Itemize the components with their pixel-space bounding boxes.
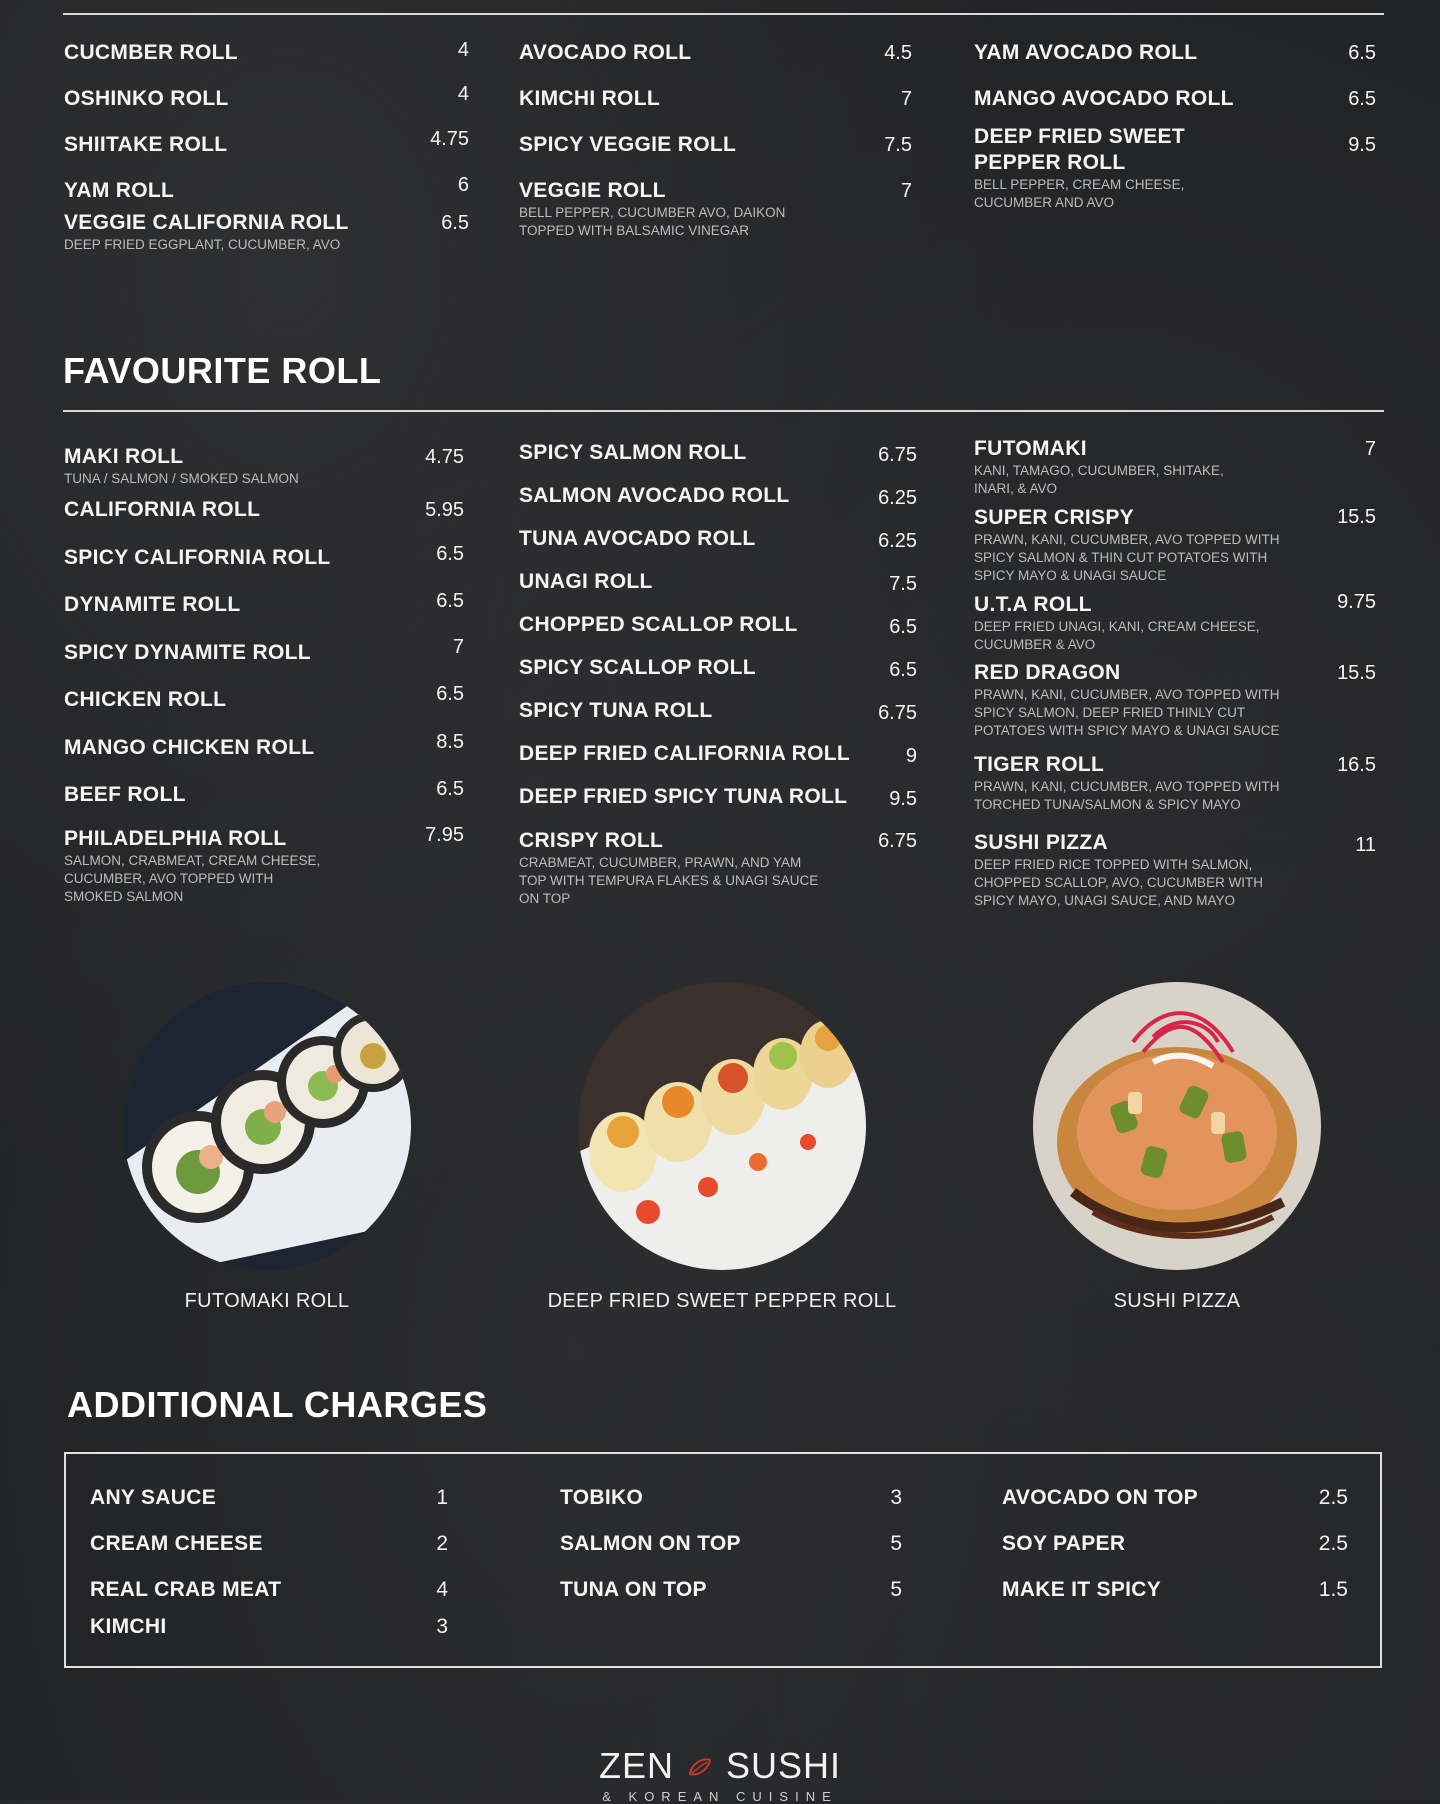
charge-price: 2 [436,1532,448,1555]
item-description: DEEP FRIED UNAGI, KANI, CREAM CHEESE, CUCUMBER & AVO [974,619,1260,652]
item-price: 8.5 [436,731,464,753]
charge-name: ANY SAUCE [90,1486,217,1509]
item-name: CALIFORNIA ROLL [64,498,261,521]
menu-item [519,40,912,66]
item-price: 15.5 [1337,506,1376,528]
item-price: 16.5 [1337,754,1376,776]
menu-item [64,592,464,618]
charge-price: 3 [436,1615,448,1638]
menu-item [64,731,464,761]
item-name: CUCMBER ROLL [64,41,238,64]
charge-price: 2.5 [1318,1532,1348,1555]
menu-item [974,124,1376,212]
charge-name: AVOCADO ON TOP [1002,1486,1198,1509]
item-name: SPICY CALIFORNIA ROLL [64,546,331,569]
item-name: SHIITAKE ROLL [64,133,228,156]
top-divider [63,13,1384,15]
charge-name: REAL CRAB MEAT [90,1578,282,1601]
menu-item [64,40,469,66]
item-price: 7.5 [884,134,912,156]
menu-item [974,830,1376,910]
menu-item [519,569,917,595]
item-name: SPICY SCALLOP ROLL [519,656,756,679]
item-name: KIMCHI ROLL [519,87,660,110]
item-price: 6.5 [436,778,464,800]
item-price: 4 [457,39,469,61]
brand-logo [520,1745,920,1804]
charge-price: 1 [436,1486,448,1509]
item-name: VEGGIE CALIFORNIA ROLL [64,211,349,234]
futomaki-caption: FUTOMAKI ROLL [184,1290,350,1312]
menu-item [519,698,917,724]
item-description: DEEP FRIED EGGPLANT, CUCUMBER, AVO [64,237,341,252]
item-price: 15.5 [1337,662,1376,684]
item-price: 6.5 [436,590,464,612]
item-description: PRAWN, KANI, CUCUMBER, AVO TOPPED WITH SPICY SALMON & THIN CUT POTATOES WITH SPICY MAYO & UNAGI SAUCE [974,532,1280,583]
item-name: TIGER ROLL [974,753,1105,776]
item-price: 6.75 [878,444,917,466]
item-price: 6.5 [1348,42,1376,64]
favourite-divider [63,410,1384,412]
item-name: DEEP FRIED SWEET PEPPER ROLL [974,125,1185,174]
menu-item [64,83,469,112]
item-description: BELL PEPPER, CUCUMBER AVO, DAIKON TOPPED WITH BALSAMIC VINEGAR [519,205,786,238]
item-price: 6.75 [878,702,917,724]
menu-item [64,826,464,906]
item-price: 4.5 [884,42,912,64]
item-name: OSHINKO ROLL [64,87,229,110]
menu-item [64,683,464,713]
menu-item [519,132,912,158]
logo-wordmark [520,1745,920,1789]
charge-price: 2.5 [1318,1486,1348,1509]
item-price: 7.95 [425,824,464,846]
item-description: BELL PEPPER, CREAM CHEESE, CUCUMBER AND AVO [974,177,1185,210]
charge-name: KIMCHI [90,1615,167,1638]
charge-name: TOBIKO [560,1486,644,1509]
menu-item [64,444,464,488]
item-name: BEEF ROLL [64,783,186,806]
item-name: DEEP FRIED CALIFORNIA ROLL [519,742,850,765]
item-price: 6.5 [441,212,469,234]
item-price: 9.5 [1348,134,1376,156]
item-name: MANGO CHICKEN ROLL [64,736,315,759]
item-name: DEEP FRIED SPICY TUNA ROLL [519,785,848,808]
item-description: DEEP FRIED RICE TOPPED WITH SALMON, CHOPPED SCALLOP, AVO, CUCUMBER WITH SPICY MAYO, UNAGI SAUCE, AND MAYO [974,857,1264,908]
item-price: 9.5 [889,788,917,810]
charge-name: SOY PAPER [1002,1532,1126,1555]
additional-charges-title: ADDITIONAL CHARGES [67,1384,488,1425]
item-description: PRAWN, KANI, CUCUMBER, AVO TOPPED WITH SPICY SALMON, DEEP FRIED THINLY CUT POTATOES WITH SPICY MAYO & UNAGI SAUCE [974,687,1280,738]
logo-text-right: SUSHI [726,1745,842,1786]
item-price: 4.75 [430,128,469,150]
menu-item [64,128,469,158]
menu-item [519,483,917,509]
item-price: 5.95 [425,499,464,521]
menu-item [64,210,469,254]
item-name: YAM ROLL [64,179,175,202]
item-name: CRISPY ROLL [519,829,664,852]
item-price: 6 [457,174,469,196]
menu-item [974,40,1376,66]
item-name: TUNA AVOCADO ROLL [519,527,756,550]
item-name: SPICY TUNA ROLL [519,699,713,722]
favourite-roll-title: FAVOURITE ROLL [63,350,382,391]
menu-item [974,660,1376,740]
item-price: 6.5 [889,659,917,681]
charge-name: TUNA ON TOP [560,1578,707,1601]
item-name: MANGO AVOCADO ROLL [974,87,1234,110]
item-name: SUSHI PIZZA [974,831,1108,854]
logo-text-left: ZEN [598,1745,674,1786]
item-price: 6.5 [436,543,464,565]
item-price: 7 [900,180,912,202]
item-price: 11 [1355,834,1376,856]
charge-price: 1.5 [1318,1578,1348,1601]
item-price: 7.5 [889,573,917,595]
item-name: YAM AVOCADO ROLL [974,41,1198,64]
item-price: 6.5 [436,683,464,705]
item-description: KANI, TAMAGO, CUCUMBER, SHITAKE, INARI, & AVO [974,463,1224,496]
item-price: 6.75 [878,830,917,852]
menu-item [519,440,917,466]
item-name: SPICY DYNAMITE ROLL [64,641,311,664]
item-price: 4.75 [425,446,464,468]
item-name: UNAGI ROLL [519,570,653,593]
item-name: DYNAMITE ROLL [64,593,241,616]
item-name: MAKI ROLL [64,445,184,468]
item-name: SALMON AVOCADO ROLL [519,484,790,507]
item-name: PHILADELPHIA ROLL [64,827,287,850]
charge-name: CREAM CHEESE [90,1532,263,1555]
item-description: SALMON, CRABMEAT, CREAM CHEESE, CUCUMBER, AVO TOPPED WITH SMOKED SALMON [64,853,321,904]
item-price: 9 [905,745,917,767]
item-price: 6.5 [889,616,917,638]
menu-item [519,86,912,112]
item-price: 9.75 [1337,591,1376,613]
item-name: VEGGIE ROLL [519,179,666,202]
item-description: PRAWN, KANI, CUCUMBER, AVO TOPPED WITH TORCHED TUNA/SALMON & SPICY MAYO [974,779,1280,812]
menu-item [519,612,917,638]
item-description: TUNA / SALMON / SMOKED SALMON [64,471,299,486]
item-price: 4 [457,83,469,105]
menu-item [519,526,917,552]
additional-charges-box [64,1452,1382,1668]
menu-item [519,741,917,767]
menu-item [64,545,464,571]
menu-item [519,784,917,810]
menu-item [974,86,1376,112]
futomaki-photo [123,982,411,1270]
sushi-pizza-photo [1033,982,1321,1270]
charge-price: 3 [890,1486,902,1509]
menu-item [64,497,464,523]
item-price: 6.25 [878,530,917,552]
sweet-pepper-roll-caption: DEEP FRIED SWEET PEPPER ROLL [547,1290,897,1312]
item-price: 6.25 [878,487,917,509]
leaf-icon [685,1747,715,1789]
menu-item [64,778,464,808]
item-price: 7 [1364,438,1376,460]
item-name: FUTOMAKI [974,437,1087,460]
item-name: AVOCADO ROLL [519,41,692,64]
item-price: 6.5 [1348,88,1376,110]
item-price: 7 [452,636,464,658]
item-name: CHICKEN ROLL [64,688,227,711]
item-name: U.T.A ROLL [974,593,1092,616]
menu-item [519,178,912,240]
menu-item [519,655,917,681]
item-name: RED DRAGON [974,661,1121,684]
charge-name: MAKE IT SPICY [1002,1578,1162,1601]
menu-item [64,174,469,204]
item-description: CRABMEAT, CUCUMBER, PRAWN, AND YAM TOP WITH TEMPURA FLAKES & UNAGI SAUCE ON TOP [519,855,819,906]
menu-item [974,505,1376,585]
sweet-pepper-roll-photo [578,982,866,1270]
menu-item [974,752,1376,814]
menu-item [64,636,464,666]
menu-item [519,828,917,908]
charge-name: SALMON ON TOP [560,1532,741,1555]
item-name: SPICY VEGGIE ROLL [519,133,737,156]
menu-item [974,592,1376,654]
charge-price: 4 [436,1578,448,1601]
charge-price: 5 [890,1532,902,1555]
menu-item [974,436,1376,498]
item-name: SPICY SALMON ROLL [519,441,747,464]
sushi-pizza-caption: SUSHI PIZZA [1113,1290,1241,1312]
charge-price: 5 [890,1578,902,1601]
logo-subtitle: & KOREAN CUISINE [602,1789,838,1804]
item-name: CHOPPED SCALLOP ROLL [519,613,798,636]
item-name: SUPER CRISPY [974,506,1134,529]
item-price: 7 [900,88,912,110]
